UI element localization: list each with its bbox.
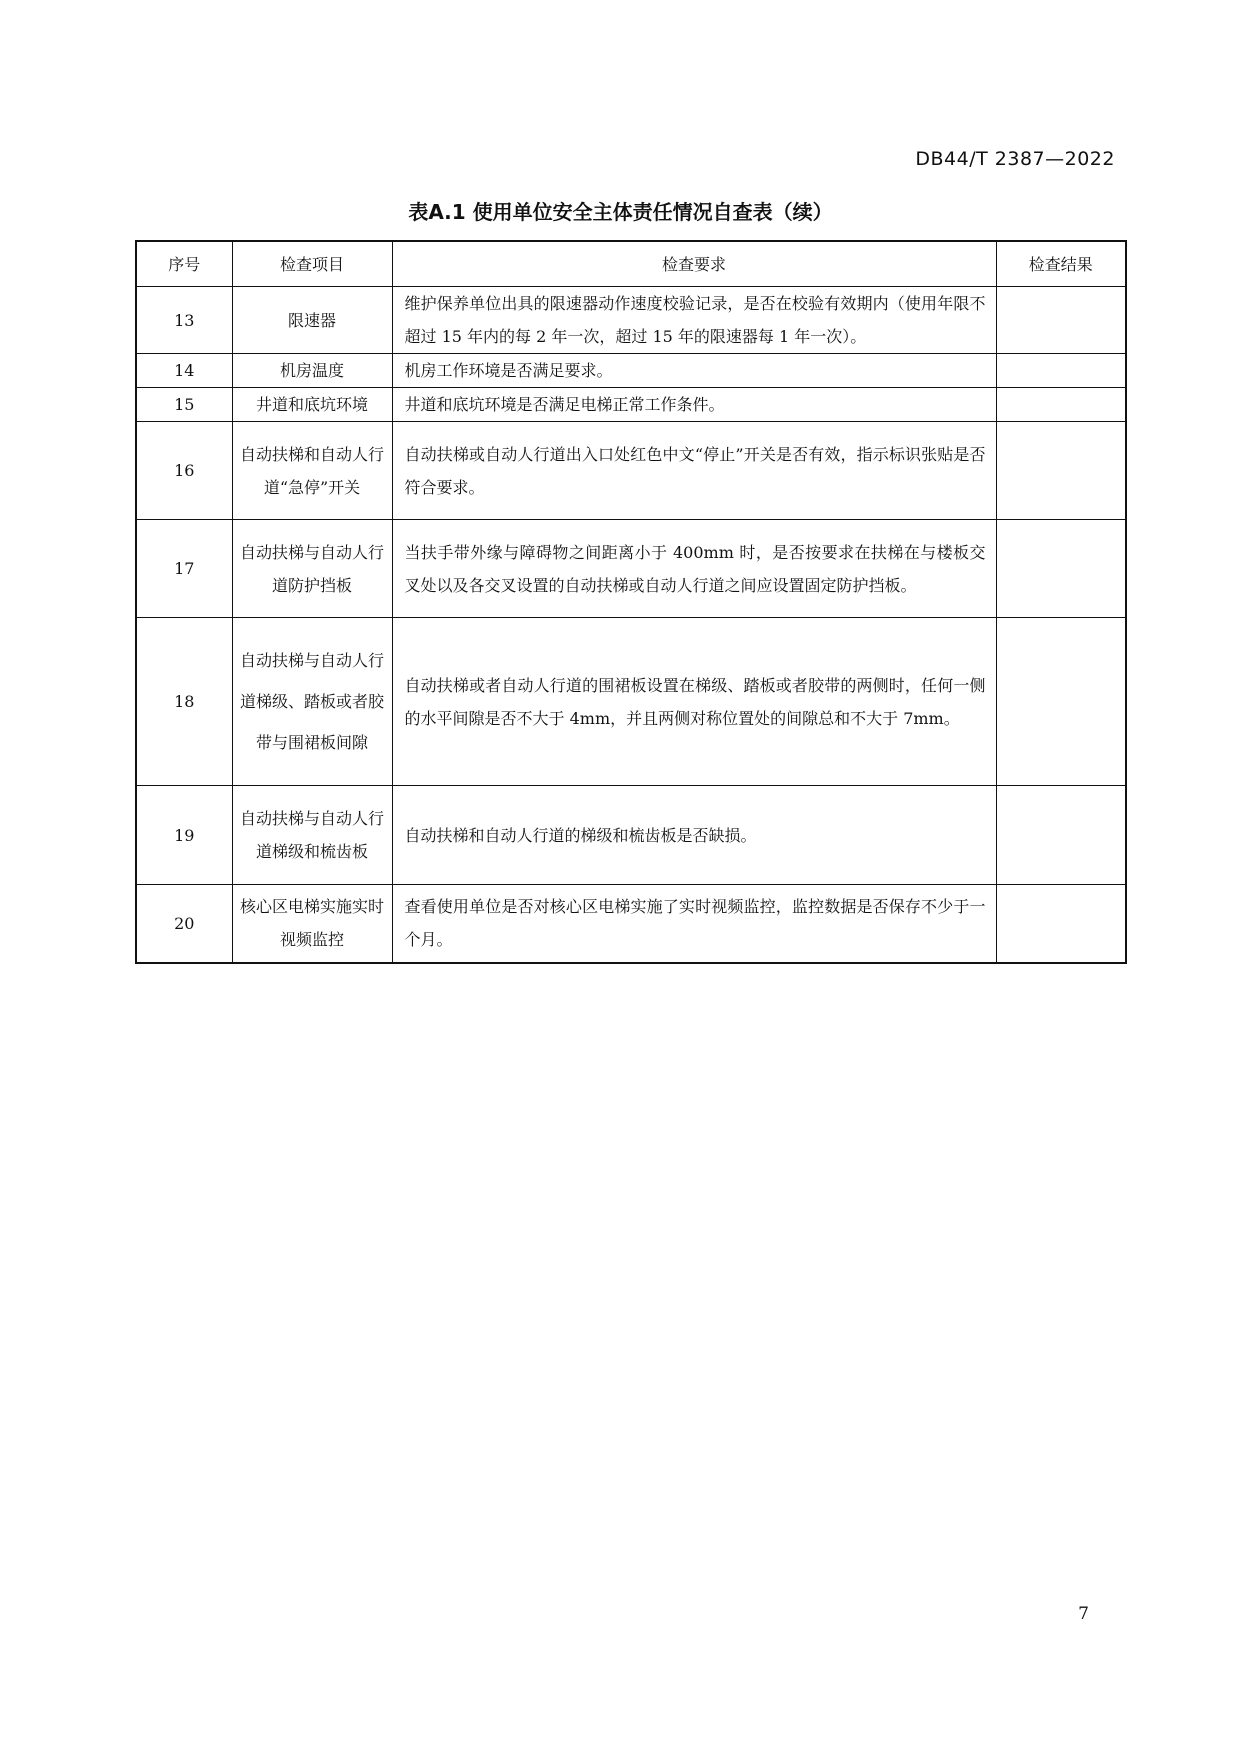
document-code: DB44/T 2387—2022	[915, 148, 1115, 170]
row-item: 机房温度	[232, 354, 392, 388]
row-number: 20	[136, 885, 232, 963]
row-item: 井道和底坑环境	[232, 388, 392, 422]
table-row	[136, 520, 1126, 618]
row-number: 14	[136, 354, 232, 388]
column-header-requirement: 检查要求	[392, 241, 996, 287]
table-row	[136, 354, 1126, 388]
row-item: 自动扶梯与自动人行道梯级、踏板或者胶带与围裙板间隙	[232, 618, 392, 786]
row-number: 15	[136, 388, 232, 422]
table-row	[136, 287, 1126, 354]
page-number: 7	[1078, 1604, 1089, 1624]
row-result	[996, 618, 1126, 786]
row-requirement: 自动扶梯或自动人行道出入口处红色中文“停止”开关是否有效，指示标识张贴是否符合要求。	[392, 422, 996, 520]
row-item: 限速器	[232, 287, 392, 354]
row-item: 自动扶梯和自动人行道“急停”开关	[232, 422, 392, 520]
column-header-number: 序号	[136, 241, 232, 287]
row-result	[996, 388, 1126, 422]
row-item: 核心区电梯实施实时视频监控	[232, 885, 392, 963]
table-header-row	[136, 241, 1126, 287]
table-row	[136, 786, 1126, 885]
row-requirement: 自动扶梯和自动人行道的梯级和梳齿板是否缺损。	[392, 786, 996, 885]
row-requirement: 自动扶梯或者自动人行道的围裙板设置在梯级、踏板或者胶带的两侧时，任何一侧的水平间隙是否不大于 4mm，并且两侧对称位置处的间隙总和不大于 7mm。	[392, 618, 996, 786]
row-requirement: 井道和底坑环境是否满足电梯正常工作条件。	[392, 388, 996, 422]
row-number: 13	[136, 287, 232, 354]
table-row	[136, 618, 1126, 786]
table-row	[136, 422, 1126, 520]
row-number: 19	[136, 786, 232, 885]
row-result	[996, 287, 1126, 354]
row-requirement: 当扶手带外缘与障碍物之间距离小于 400mm 时，是否按要求在扶梯在与楼板交叉处以及各交叉设置的自动扶梯或自动人行道之间应设置固定防护挡板。	[392, 520, 996, 618]
row-number: 18	[136, 618, 232, 786]
column-header-item: 检查项目	[232, 241, 392, 287]
table-row	[136, 388, 1126, 422]
row-number: 16	[136, 422, 232, 520]
table-row	[136, 885, 1126, 963]
column-header-result: 检查结果	[996, 241, 1126, 287]
row-requirement: 机房工作环境是否满足要求。	[392, 354, 996, 388]
row-result	[996, 354, 1126, 388]
row-number: 17	[136, 520, 232, 618]
self-check-table	[135, 240, 1127, 964]
row-result	[996, 885, 1126, 963]
row-result	[996, 786, 1126, 885]
row-requirement: 查看使用单位是否对核心区电梯实施了实时视频监控，监控数据是否保存不少于一个月。	[392, 885, 996, 963]
row-result	[996, 520, 1126, 618]
table-title: 表A.1 使用单位安全主体责任情况自查表（续）	[408, 200, 833, 224]
row-requirement: 维护保养单位出具的限速器动作速度校验记录，是否在校验有效期内（使用年限不超过 15 年内的每 2 年一次，超过 15 年的限速器每 1 年一次）。	[392, 287, 996, 354]
row-result	[996, 422, 1126, 520]
row-item: 自动扶梯与自动人行道梯级和梳齿板	[232, 786, 392, 885]
row-item: 自动扶梯与自动人行道防护挡板	[232, 520, 392, 618]
